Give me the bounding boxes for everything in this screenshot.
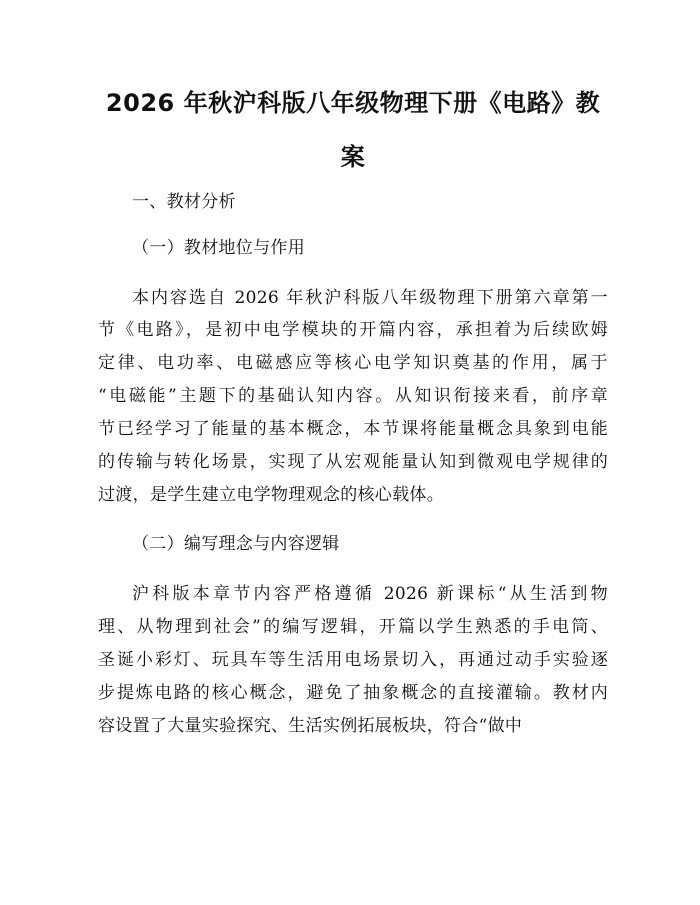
paragraph-line: 容设置了大量实验探究、生活实例拓展板块，符合“做中 bbox=[98, 716, 523, 736]
subsection-heading: （一）教材地位与作用 bbox=[132, 238, 305, 258]
paragraph-line: 定律、电功率、电磁感应等核心电学知识奠基的作用，属于 bbox=[98, 353, 608, 373]
paragraph-line: 节已经学习了能量的基本概念，本节课将能量概念具象到电能 bbox=[98, 419, 608, 439]
paragraph-line: 步提炼电路的核心概念，避免了抽象概念的直接灌输。教材内 bbox=[98, 683, 608, 703]
paragraph-line: 过渡，是学生建立电学物理观念的核心载体。 bbox=[98, 485, 444, 505]
paragraph-line: 节《电路》，是初中电学模块的开篇内容，承担着为后续欧姆 bbox=[98, 320, 608, 340]
paragraph-line: 的传输与转化场景，实现了从宏观能量认知到微观电学规律的 bbox=[98, 452, 608, 472]
paragraph-line: “电磁能”主题下的基础认知内容。从知识衔接来看，前序章 bbox=[98, 386, 608, 406]
document-title bbox=[98, 76, 608, 184]
paragraph-line: 理、从物理到社会”的编写逻辑，开篇以学生熟悉的手电筒、 bbox=[98, 617, 608, 637]
title-line-2: 案 bbox=[340, 143, 366, 171]
paragraph-line: 本内容选自 2026 年秋沪科版八年级物理下册第六章第一 bbox=[132, 288, 608, 308]
title-line-1: 2026 年秋沪科版八年级物理下册《电路》教 bbox=[105, 89, 601, 117]
section-heading: 一、教材分析 bbox=[132, 192, 236, 212]
paragraph-line: 沪科版本章节内容严格遵循 2026 新课标“从生活到物 bbox=[132, 584, 608, 604]
subsection-heading: （二）编写理念与内容逻辑 bbox=[132, 534, 340, 554]
paragraph-line: 圣诞小彩灯、玩具车等生活用电场景切入，再通过动手实验逐 bbox=[98, 650, 608, 670]
